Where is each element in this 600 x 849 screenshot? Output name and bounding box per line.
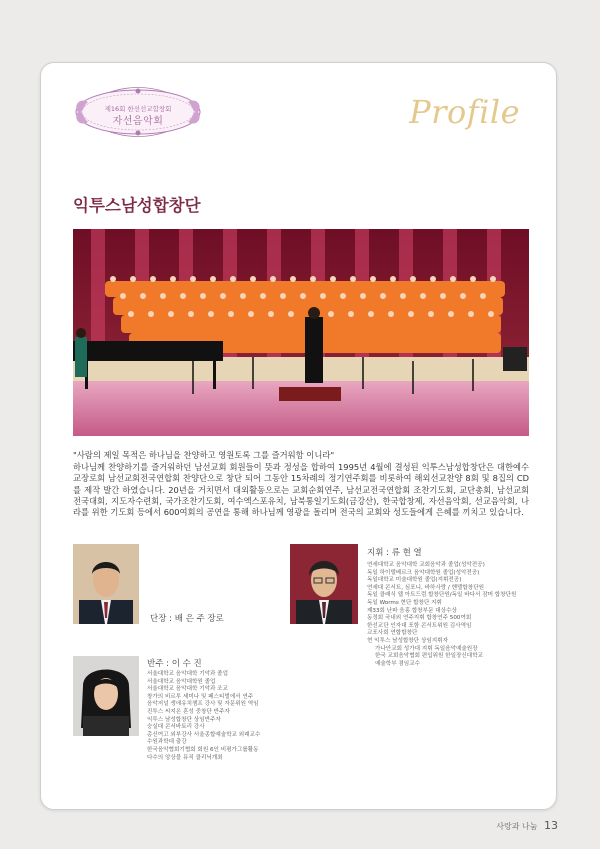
bio-item: 진투스 씨지온 혼성 중창단 반주자 [147, 708, 230, 715]
bio-item: 현 익투스 남성합창단 상임지휘자 [367, 637, 448, 644]
bio-item: 총신여고 외부강사 서울종합예술학교 외래교수 [147, 731, 261, 738]
page-footer [496, 819, 558, 832]
bio-item: 가나안교회 성가대 지휘 독일음악예술원장 [375, 645, 478, 652]
bio-item: 제33회 난파 음홍 합창부문 대상수상 [367, 607, 457, 614]
bio-item: 음악저널 생애유치챔프 강사 및 자문위원 역임 [147, 701, 259, 708]
bio-item: 예술학부 겸임교수 [375, 660, 421, 667]
choir-description: 하나님께 찬양하기를 즐거워하던 남선교회 회원들이 뜻과 정성을 합하여 1995년 4월에 결성된 익투스남성합창단은 대한예수교장로회 남선교회전국연합회 찬양단으로 창단 되어 그동안 15차례의 정기연주회를 비롯하여 해외선교찬양 8회 및 8집의 CD를 제작 발간 하였습니다. 20년을 거치면서 대외활동으로는 교회순회연주, 남선교전국연합회 조찬기도회, 교단총회, 남선교회 전국대회, 지도자수련회, 국가조찬기도회, 여수엑스포유치, 남북통일기도회(금강산), 한국합창제, 자선음악회, 선교음악회, 나라를 위한 기도회 등에서 600여회의 공연을 통해 하나님께 영광을 돌리며 전국의 교회와 성도들에게 은혜를 끼치고 있습니다. [73, 462, 529, 518]
bio-item: 독일 Worms 현단 합창단 지휘 [367, 599, 442, 606]
choir-photo [73, 229, 529, 436]
pianist-bio [147, 671, 297, 762]
bio-item: 연세대 콘서트, 심포니, 바하사랑 / 헨델합창단원 [367, 584, 484, 591]
bio-item: 동정회 국내외 연주지휘 합창연주 500여회 [367, 615, 472, 622]
pianist-label: 반주 : 이 수 진 [147, 659, 202, 669]
bio-item: 교포사회 연합합창단 [367, 630, 418, 637]
director-portrait [290, 544, 358, 624]
bio-item: 한국음악협회기협회 회원 6인 비평가그룹활동 [147, 746, 259, 753]
emblem-title: 자선음악회 [112, 116, 164, 127]
bio-item: 한국 교회음악협회 편입위원 한일장신대학교 [375, 653, 484, 660]
emblem-subtitle: 제16회 한선선교합창회 [104, 105, 172, 113]
footer-title: 사랑과 나눔 [496, 822, 538, 831]
bio-item: 독일대학교 미술대학원 졸업(지휘전공) [367, 577, 462, 584]
bio-item: 독일 하이델베르크 음악대학원 졸업(성악전공) [367, 569, 480, 576]
conductor-portrait [73, 544, 139, 624]
bio-item: 서울대학교 음악대학 기악과 졸업 [147, 671, 228, 677]
bio-item: 숭실대 콘서바토리 강사 [147, 724, 205, 731]
director-label: 지휘 : 류 현 열 [367, 548, 422, 558]
bio-item: 익투스 남성합창단 상임반주자 [147, 716, 221, 723]
bio-item: 한선교단 인자대 포함 콘서트위원 김사역임 [367, 622, 472, 629]
bio-item: 수원과학대 출강 [147, 739, 187, 746]
bio-item: 연세대학교 음악대학 교회음악과 졸업(성악전공) [367, 562, 485, 568]
choir-title: 익투스남성합창단 [73, 196, 201, 215]
profile-heading: Profile [409, 93, 520, 131]
pianist-portrait [73, 656, 139, 736]
bio-item: 창가의 비르투 세미나 및 페스티벌에서 연주 [147, 693, 254, 700]
director-bio [367, 562, 527, 668]
concert-emblem [70, 85, 206, 139]
bio-item: 독일 클래식 웹 아트드럼 합창단원/독일 바다서 잠머 합창단원 [367, 592, 517, 599]
choir-motto: "사람의 제일 목적은 하나님을 찬양하고 영원토록 그를 즐거워함 이니라" [73, 450, 335, 460]
bio-item: 서울대학교 음악대학원 졸업 [147, 678, 216, 685]
bio-item: 다수의 앙상블 뮤직 클리닉개최 [147, 754, 223, 761]
conductor-label: 단장 : 배 은 주 장로 [150, 614, 224, 624]
choir-introduction [73, 450, 529, 518]
page-number: 13 [544, 819, 558, 832]
bio-item: 서울대학교 음악대학 기악과 조교 [147, 686, 228, 693]
